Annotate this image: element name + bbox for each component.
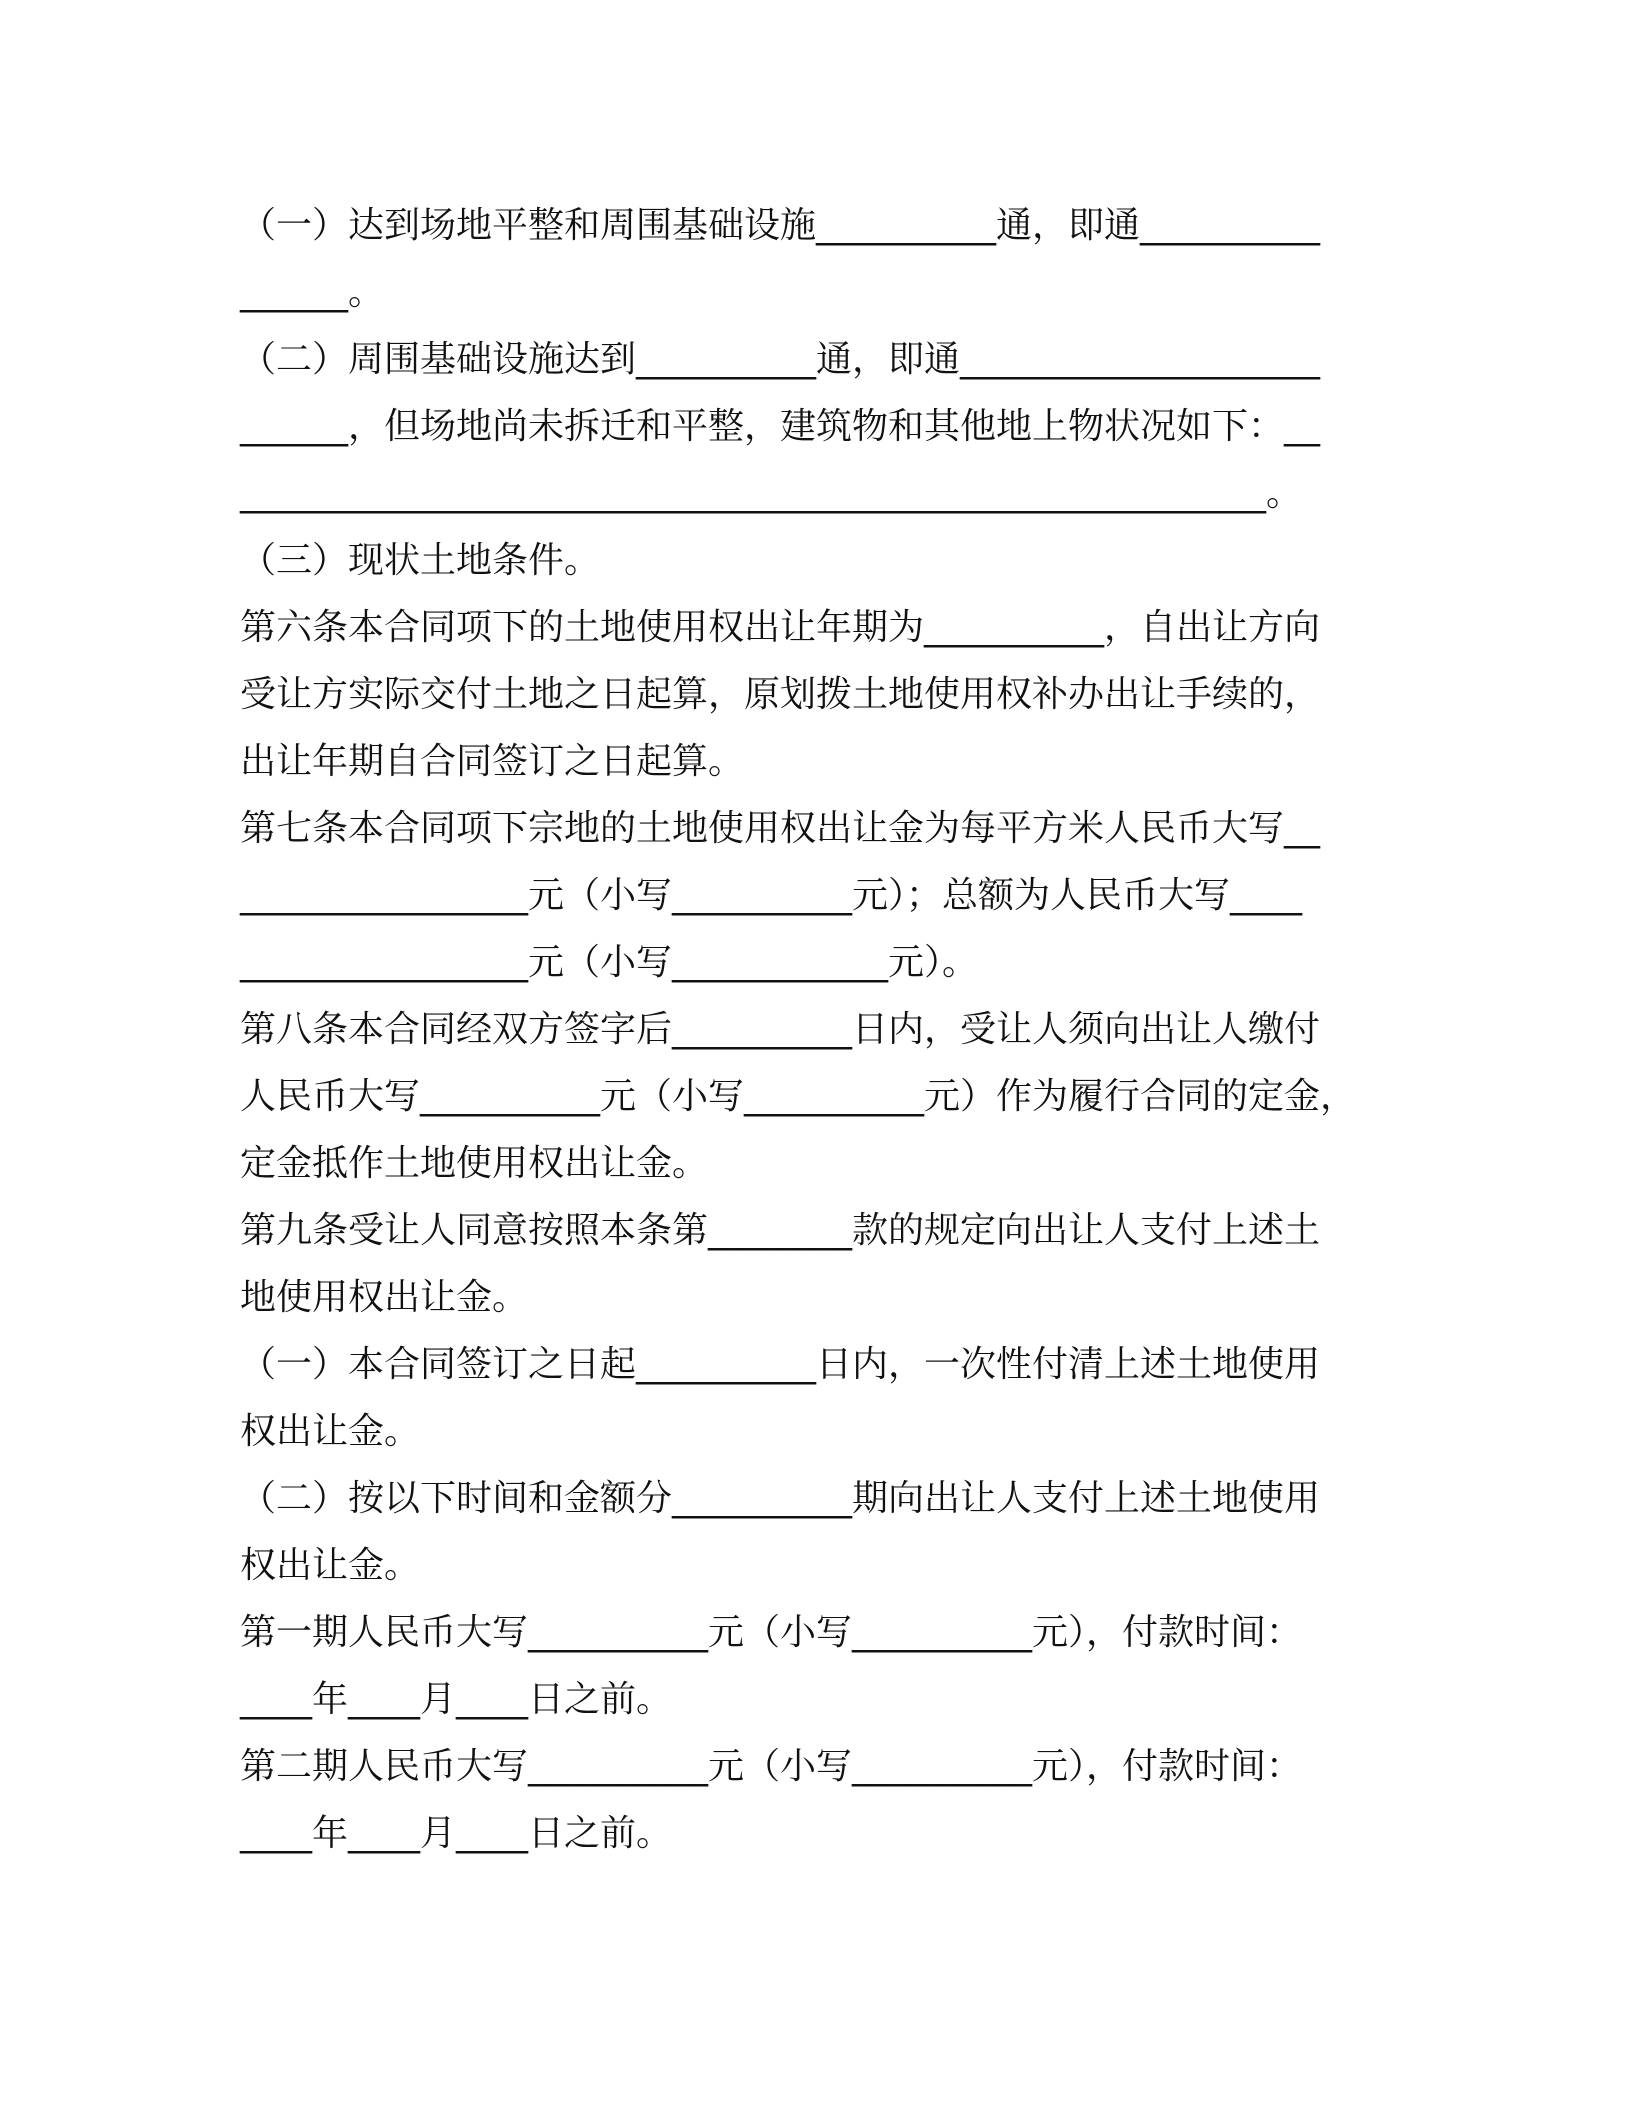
- text-line: _________________________________________________________。: [240, 473, 1302, 514]
- text-line: 第八条本合同经双方签字后__________日内，受让人须向出让人缴付: [240, 1009, 1321, 1050]
- text-line: （二）按以下时间和金额分__________期向出让人支付上述土地使用: [240, 1478, 1321, 1519]
- text-line: 第六条本合同项下的土地使用权出让年期为__________，自出让方向: [240, 607, 1321, 648]
- text-line: ____年____月____日之前。: [240, 1813, 673, 1854]
- text-line: （二）周围基础设施达到__________通，即通____________________: [240, 339, 1321, 380]
- text-line: 地使用权出让金。: [240, 1277, 529, 1318]
- text-line: ________________元（小写__________元）；总额为人民币大写____: [240, 875, 1303, 916]
- text-line: ______，但场地尚未拆迁和平整，建筑物和其他地上物状况如下：__: [240, 406, 1321, 447]
- text-line: 权出让金。: [240, 1411, 421, 1452]
- text-line: 人民币大写__________元（小写__________元）作为履行合同的定金，: [240, 1076, 1357, 1117]
- contract-body: [240, 192, 1380, 1867]
- text-line: 权出让金。: [240, 1545, 421, 1586]
- text-line: ________________元（小写____________元）。: [240, 942, 979, 983]
- text-line: 第九条受让人同意按照本条第________款的规定向出让人支付上述土: [240, 1210, 1321, 1251]
- text-line: 第二期人民币大写__________元（小写__________元），付款时间：: [240, 1746, 1303, 1787]
- text-line: ______。: [240, 272, 385, 313]
- text-line: 定金抵作土地使用权出让金。: [240, 1143, 709, 1184]
- text-line: 第一期人民币大写__________元（小写__________元），付款时间：: [240, 1612, 1303, 1653]
- text-line: 出让年期自合同签订之日起算。: [240, 741, 745, 782]
- text-line: 受让方实际交付土地之日起算，原划拨土地使用权补办出让手续的，: [240, 674, 1321, 715]
- text-line: （三）现状土地条件。: [240, 540, 601, 581]
- text-line: ____年____月____日之前。: [240, 1679, 673, 1720]
- text-line: 第七条本合同项下宗地的土地使用权出让金为每平方米人民币大写__: [240, 808, 1321, 849]
- text-line: （一）达到场地平整和周围基础设施__________通，即通__________: [240, 205, 1321, 246]
- text-line: （一）本合同签订之日起__________日内，一次性付清上述土地使用: [240, 1344, 1321, 1385]
